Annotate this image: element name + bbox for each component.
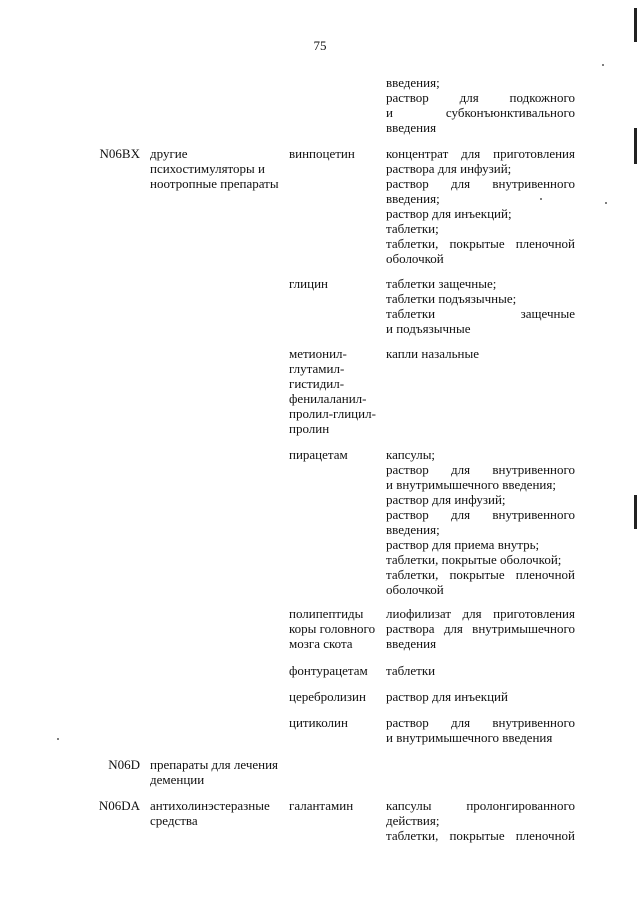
dosage-forms-line: раствор для подкожного [386,90,575,105]
dosage-forms-line: введения; [386,75,440,90]
scan-speck [602,64,604,66]
dosage-forms [386,798,575,843]
atc-group-name [150,146,280,191]
atc-group-name-line: антихолинэстеразные [150,798,270,813]
dosage-forms-line: раствор для внутривенного [386,715,575,730]
drug-name-line: коры головного [289,621,376,636]
dosage-forms-line: раствор для инфузий; [386,492,506,507]
dosage-forms [386,606,575,651]
drug-name [289,606,379,651]
drug-name-line: фенилаланил- [289,391,367,406]
dosage-forms [386,715,575,745]
dosage-forms-line: раствор для инъекций [386,689,508,704]
dosage-forms-line: и внутримышечного введения [386,730,553,745]
scan-edge-mark [634,8,637,42]
dosage-forms-line: таблетки защечные [386,306,575,321]
atc-group-name [150,757,280,787]
drug-name-line: церебролизин [289,689,366,704]
dosage-forms-line: и подъязычные [386,321,471,336]
page-number: 75 [313,38,327,53]
dosage-forms-line: концентрат для приготовления [386,146,575,161]
dosage-forms-line: раствор для внутривенного [386,507,575,522]
dosage-forms-line: раствор для приема внутрь; [386,537,540,552]
drug-name-line: полипептиды [289,606,364,621]
drug-name [289,346,379,436]
dosage-forms [386,346,575,361]
drug-name-line: глицин [289,276,328,291]
dosage-forms-line: раствор для инъекций; [386,206,512,221]
dosage-forms-line: таблетки, покрытые пленочной [386,828,575,843]
dosage-forms-line: капсулы; [386,447,436,462]
drug-name-line: пролин [289,421,330,436]
scan-edge-mark [634,495,637,529]
scan-edge-mark [634,128,637,164]
dosage-forms [386,75,575,135]
dosage-forms-line: и внутримышечного введения; [386,477,556,492]
atc-group-name-line: средства [150,813,198,828]
dosage-forms-line: капли назальные [386,346,479,361]
dosage-forms-line: действия; [386,813,440,828]
dosage-forms-line: введения; [386,191,440,206]
drug-name-line: пирацетам [289,447,348,462]
dosage-forms-line: оболочкой [386,251,444,266]
dosage-forms-line: введения [386,636,437,651]
drug-name-line: глутамил- [289,361,345,376]
dosage-forms-line: таблетки; [386,221,439,236]
dosage-forms-line: введения; [386,522,440,537]
dosage-forms-line: таблетки защечные; [386,276,497,291]
dosage-forms [386,447,575,597]
dosage-forms-line: оболочкой [386,582,444,597]
drug-name [289,798,379,813]
dosage-forms-line: раствора для инфузий; [386,161,512,176]
dosage-forms [386,689,575,704]
drug-name-line: фонтурацетам [289,663,368,678]
dosage-forms-line: таблетки подъязычные; [386,291,517,306]
atc-group-name-line: психостимуляторы и [150,161,265,176]
dosage-forms-line: введения [386,120,437,135]
drug-name [289,689,379,704]
drug-name-line: цитиколин [289,715,348,730]
scan-speck [540,198,542,200]
dosage-forms [386,276,575,336]
atc-code: N06DA [98,798,140,813]
dosage-forms-line: раствор для внутривенного [386,176,575,191]
scan-speck [605,202,607,204]
dosage-forms [386,663,575,678]
drug-name-line: мозга скота [289,636,353,651]
dosage-forms-line: таблетки, покрытые пленочной [386,567,575,582]
drug-name-line: пролил-глицил- [289,406,376,421]
drug-name [289,276,379,291]
atc-group-name-line: деменции [150,772,205,787]
drug-name-line: галантамин [289,798,354,813]
dosage-forms-line: таблетки, покрытые оболочкой; [386,552,562,567]
dosage-forms-line: лиофилизат для приготовления [386,606,575,621]
atc-group-name [150,798,280,828]
dosage-forms [386,146,575,266]
dosage-forms-line: таблетки, покрытые пленочной [386,236,575,251]
dosage-forms-line: раствора для внутримышечного [386,621,575,636]
dosage-forms-line: капсулы пролонгированного [386,798,575,813]
atc-code: N06D [108,757,140,772]
scan-speck [57,738,59,740]
drug-name [289,146,379,161]
drug-name-line: метионил- [289,346,347,361]
drug-name-line: винпоцетин [289,146,355,161]
drug-name [289,663,379,678]
atc-group-name-line: препараты для лечения [150,757,279,772]
drug-name [289,447,379,462]
dosage-forms-line: раствор для внутривенного [386,462,575,477]
atc-group-name-line: другие [150,146,188,161]
atc-code: N06BX [99,146,140,161]
drug-name [289,715,379,730]
dosage-forms-line: и субконъюнктивального [386,105,575,120]
drug-name-line: гистидил- [289,376,345,391]
dosage-forms-line: таблетки [386,663,436,678]
atc-group-name-line: ноотропные препараты [150,176,279,191]
